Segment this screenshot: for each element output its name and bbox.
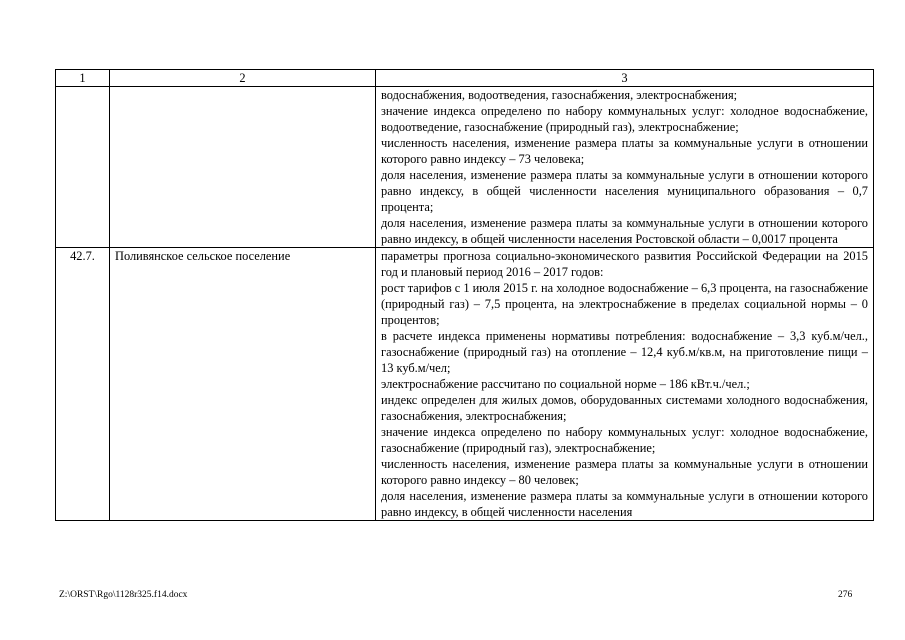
header-cell-3: 3 (376, 70, 874, 87)
description-paragraph: значение индекса определено по набору коммунальных услуг: холодное водоснабжение, водоотведение, газоснабжение (природный газ), электроснабжение; (381, 104, 868, 134)
footer-page-number: 276 (838, 590, 853, 600)
header-cell-2: 2 (110, 70, 376, 87)
footer-file-path: Z:\ORST\Rgo\1128r325.f14.docx (59, 590, 188, 600)
description-paragraph: водоснабжения, водоотведения, газоснабжения, электроснабжения; (381, 88, 738, 102)
row-number-cell (56, 87, 110, 248)
table-header-row (56, 70, 874, 87)
description-paragraph: значение индекса определено по набору коммунальных услуг: холодное водоснабжение, газоснабжение (природный газ), электроснабжение; (381, 425, 868, 455)
row-name-cell: Поливянское сельское поселение (110, 248, 376, 521)
description-paragraph: численность населения, изменение размера платы за коммунальные услуги в отношении которого равно индексу – 80 человек; (381, 457, 868, 487)
description-paragraph: численность населения, изменение размера платы за коммунальные услуги в отношении которого равно индексу – 73 человека; (381, 136, 868, 166)
description-paragraph: электроснабжение рассчитано по социальной норме – 186 кВт.ч./чел.; (381, 377, 750, 391)
table-row (56, 248, 874, 521)
description-paragraph: доля населения, изменение размера платы за коммунальные услуги в отношении которого равно индексу, в общей численности населения (381, 489, 868, 519)
document-table (55, 69, 874, 521)
description-paragraph: индекс определен для жилых домов, оборудованных системами холодного водоснабжения, газоснабжения, электроснабжения; (381, 393, 868, 423)
table-row (56, 87, 874, 248)
header-cell-1: 1 (56, 70, 110, 87)
row-number-cell: 42.7. (56, 248, 110, 521)
description-paragraph: доля населения, изменение размера платы за коммунальные услуги в отношении которого равно индексу, в общей численности населения муниципального образования – 0,7 процента; (381, 168, 868, 214)
description-paragraph: в расчете индекса применены нормативы потребления: водоснабжение – 3,3 куб.м/чел., газоснабжение (природный газ) на отопление – 12,4 куб.м/кв.м, на приготовление пищи – 13 куб.м/чел; (381, 329, 868, 375)
description-paragraph: параметры прогноза социально-экономического развития Российской Федерации на 2015 год и плановый период 2016 – 2017 годов: (381, 249, 868, 279)
row-description-cell (376, 87, 874, 248)
description-paragraph: доля населения, изменение размера платы за коммунальные услуги в отношении которого равно индексу, в общей численности населения Ростовской области – 0,0017 процента (381, 216, 868, 246)
row-description-cell (376, 248, 874, 521)
row-name-cell (110, 87, 376, 248)
description-paragraph: рост тарифов с 1 июля 2015 г. на холодное водоснабжение – 6,3 процента, на газоснабжение (природный газ) – 7,5 процента, на электроснабжение в пределах социальной нормы – 0 процентов; (381, 281, 869, 327)
